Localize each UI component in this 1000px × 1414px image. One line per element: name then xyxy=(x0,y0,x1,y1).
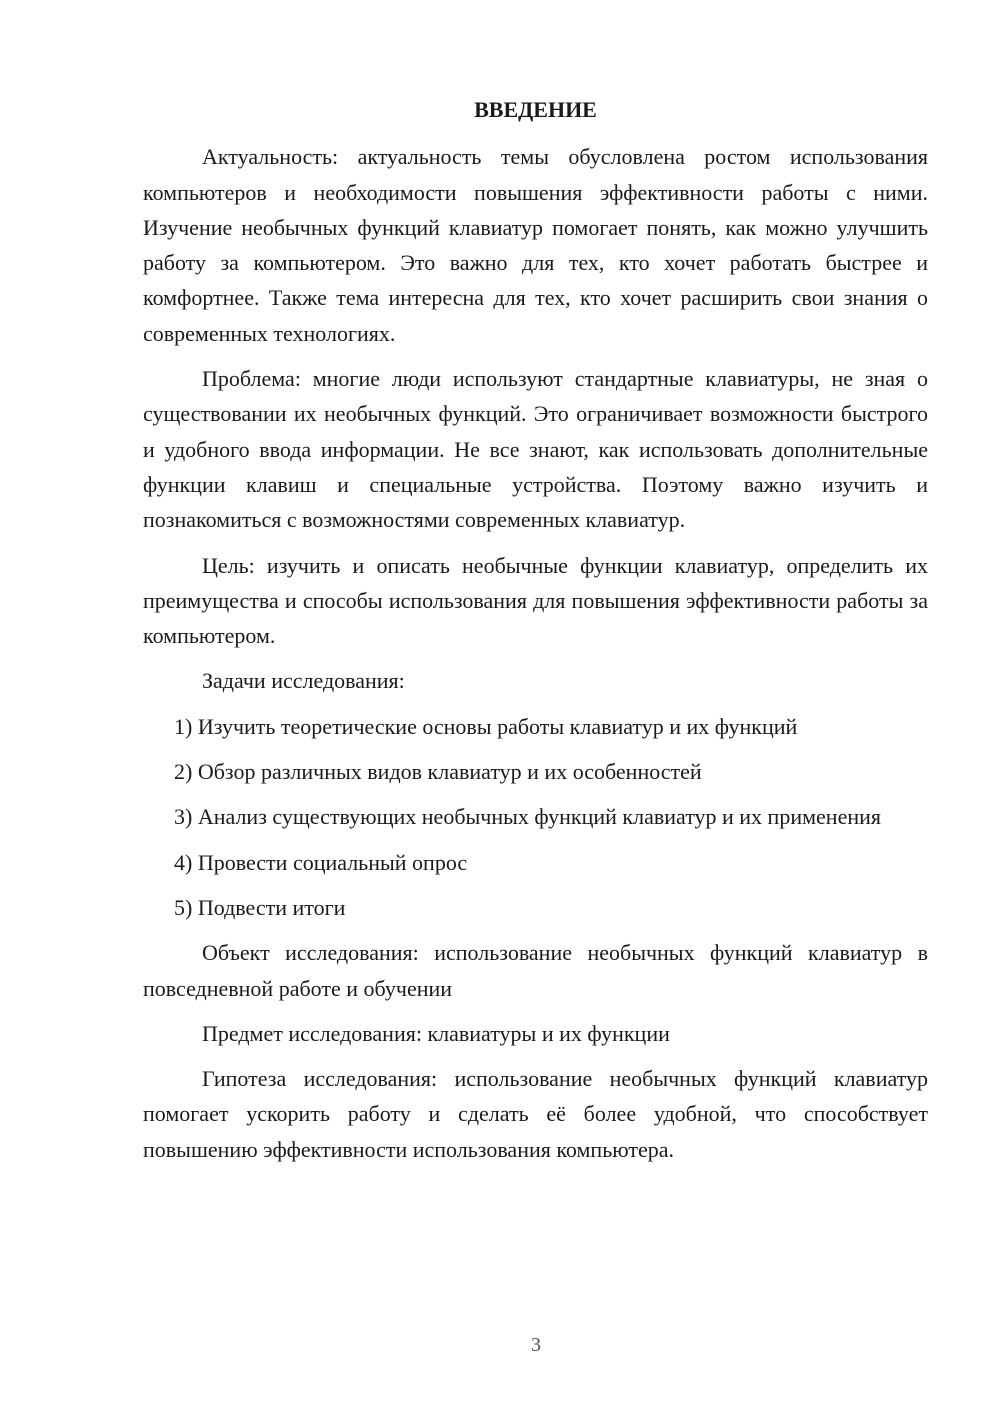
list-item: 2) Обзор различных видов клавиатур и их особенностей xyxy=(174,759,702,785)
page-title: ВВЕДЕНИЕ xyxy=(474,97,597,122)
page-number: 3 xyxy=(531,1334,541,1356)
tasks-list xyxy=(143,709,928,925)
hypothesis-paragraph: Гипотеза исследования: использование необычных функций клавиатур помогает ускорить работу и сделать её более удобной, что способствует повышению эффективности использования компьютера. xyxy=(143,1066,928,1162)
list-item: 3) Анализ существующих необычных функций клавиатур и их применения xyxy=(174,804,881,830)
list-item: 5) Подвести итоги xyxy=(174,894,346,920)
document-page xyxy=(143,92,928,1177)
subject-paragraph: Предмет исследования: клавиатуры и их функции xyxy=(202,1020,670,1046)
object-paragraph: Объект исследования: использование необычных функций клавиатур в повседневной работе и обучении xyxy=(143,940,928,1001)
relevance-paragraph: Актуальность: актуальность темы обусловлена ростом использования компьютеров и необходимости повышения эффективности работы с ними. Изучение необычных функций клавиатур помогает понять, как можно улучшить работу за компьютером. Это важно для тех, кто хочет работать быстрее и комфортнее. Также тема интересна для тех, кто хочет расширить свои знания о современных технологиях. xyxy=(143,144,928,346)
problem-paragraph: Проблема: многие люди используют стандартные клавиатуры, не зная о существовании их необычных функций. Это ограничивает возможности быстрого и удобного ввода информации. Не все знают, как использовать дополнительные функции клавиш и специальные устройства. Поэтому важно изучить и познакомиться с возможностями современных клавиатур. xyxy=(143,366,928,533)
list-item: 4) Провести социальный опрос xyxy=(174,849,468,875)
tasks-heading: Задачи исследования: xyxy=(202,668,405,694)
list-item: 1) Изучить теоретические основы работы клавиатур и их функций xyxy=(174,713,798,739)
goal-paragraph: Цель: изучить и описать необычные функции клавиатур, определить их преимущества и способы использования для повышения эффективности работы за компьютером. xyxy=(143,552,928,649)
